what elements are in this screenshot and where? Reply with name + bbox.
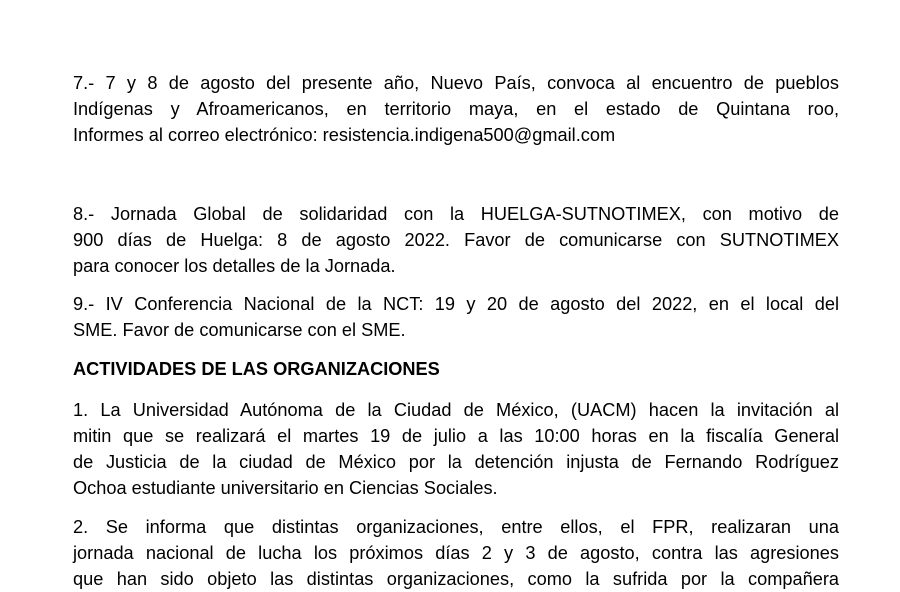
item-7-paragraph <box>73 70 839 148</box>
org-item-2-paragraph <box>73 514 839 592</box>
item-9-paragraph <box>73 291 839 343</box>
section-heading: ACTIVIDADES DE LAS ORGANIZACIONES <box>73 359 440 379</box>
org-item-1-line: 1. La Universidad Autónoma de la Ciudad de México, (UACM) hacen la invitación al <box>73 400 839 420</box>
item-7-line: 7.- 7 y 8 de agosto del presente año, Nuevo País, convoca al encuentro de pueblos <box>73 73 839 93</box>
org-item-2-line: jornada nacional de lucha los próximos días 2 y 3 de agosto, contra las agresiones <box>73 543 839 563</box>
org-item-1-line: Ochoa estudiante universitario en Ciencias Sociales. <box>73 478 498 498</box>
item-9-line: 9.- IV Conferencia Nacional de la NCT: 19 y 20 de agosto del 2022, en el local del <box>73 294 839 314</box>
org-item-2-line: 2. Se informa que distintas organizaciones, entre ellos, el FPR, realizaran una <box>73 517 839 537</box>
org-item-1-paragraph <box>73 397 839 501</box>
item-8-line: 8.- Jornada Global de solidaridad con la HUELGA-SUTNOTIMEX, con motivo de <box>73 204 839 224</box>
item-7-line: Indígenas y Afroamericanos, en territorio maya, en el estado de Quintana roo, <box>73 99 839 119</box>
org-item-2-line: que han sido objeto las distintas organizaciones, como la sufrida por la compañera <box>73 569 839 589</box>
org-item-1-line: de Justicia de la ciudad de México por la detención injusta de Fernando Rodríguez <box>73 452 839 472</box>
item-8-line: 900 días de Huelga: 8 de agosto 2022. Favor de comunicarse con SUTNOTIMEX <box>73 230 839 250</box>
item-8-paragraph <box>73 201 839 279</box>
item-8-line: para conocer los detalles de la Jornada. <box>73 256 396 276</box>
org-item-1-line: mitin que se realizará el martes 19 de julio a las 10:00 horas en la fiscalía General <box>73 426 839 446</box>
item-7-line: Informes al correo electrónico: resistencia.indigena500@gmail.com <box>73 125 616 145</box>
item-9-line: SME. Favor de comunicarse con el SME. <box>73 320 406 340</box>
